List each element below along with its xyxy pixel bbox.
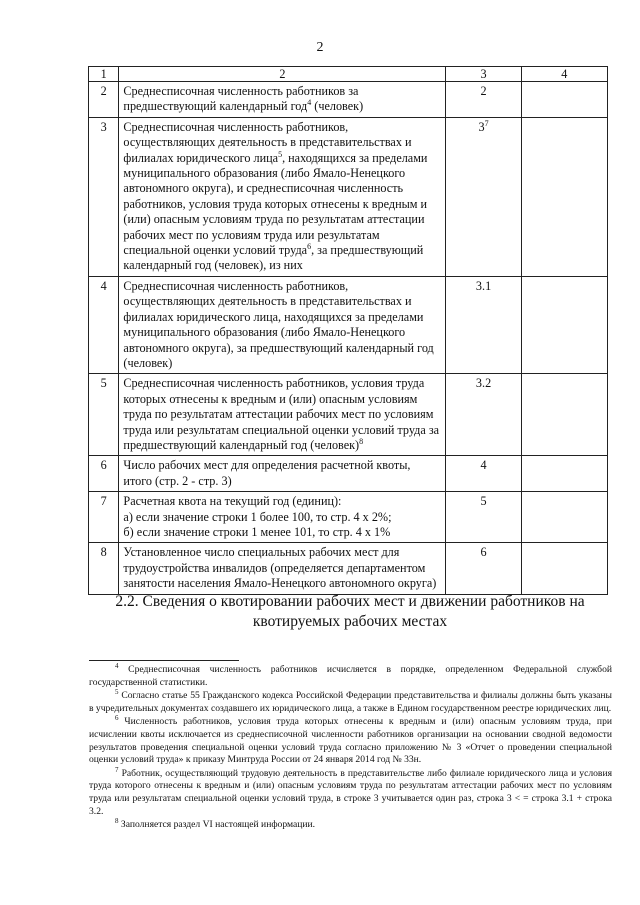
page-number: 2 — [316, 40, 324, 55]
header-cell: 4 — [521, 67, 607, 82]
footnote-ref: 8 — [359, 436, 364, 446]
row-code: 6 — [446, 543, 521, 594]
quota-table — [88, 66, 608, 595]
row-code: $3^7$ — [446, 117, 521, 276]
footnote: $^8$ Заполняется раздел VI настоящей информации. — [115, 816, 316, 831]
quota-line: а) если значение строки 1 более 100, то стр. 4 х 2%; — [123, 509, 392, 524]
header-cell: 3 — [446, 67, 521, 82]
table-row — [89, 456, 608, 492]
row-code: 4 — [446, 456, 521, 492]
row-code: 2 — [446, 82, 521, 118]
value-cell[interactable] — [521, 82, 607, 118]
row-number: 7 — [89, 492, 119, 543]
value-cell[interactable] — [521, 456, 607, 492]
section-title: 2.2. Сведения о квотировании рабочих мест и движении работников на квотируемых рабочих местах — [115, 593, 585, 630]
footnote: $^5$ Согласно статье 55 Гражданского кодекса Российской Федерации представительства и филиалы должны быть указаны в учредительных документах создавшего их юридического лица, а также в Едином государственном реестре юридических лиц. — [89, 688, 612, 714]
row-number: 4 — [89, 276, 119, 373]
row-number: 6 — [89, 456, 119, 492]
footnote-ref: 6 — [307, 242, 312, 251]
footnote-ref: 4 — [307, 98, 312, 108]
table-row — [89, 276, 608, 373]
row-description: Среднесписочная численность работников, осуществляющих деятельность в представительствах и филиалах юридического лица, находящихся за пределами муниципального образования (либо Ямало-Ненецкого автономного округа), за предшествующий календарный год (человек) — [119, 276, 446, 373]
row-number: 3 — [89, 117, 119, 276]
footnotes — [89, 661, 613, 833]
row-number: 2 — [89, 82, 119, 118]
quota-line: Расчетная квота на текущий год (единиц): — [123, 494, 342, 509]
footnote: $^6$ Численность работников, условия труда которых отнесены к вредным и (или) опасным условиям труда, при исчислении квоты исключается из среднесписочной численности работников организации на основании сводной ведомости результатов проведения специальной оценки условий труда согласно приложению № 3 «Отчет о проведении специальной оценки условий труда» к приказу Минтруда России от 24 января 2014 год № 33н. — [89, 714, 612, 766]
table-row — [89, 492, 608, 543]
table-row — [89, 82, 608, 118]
footnote-mark: 6 — [115, 714, 119, 723]
row-description: Среднесписочная численность работников за предшествующий календарный год$^4$ (человек) — [119, 82, 446, 118]
value-cell[interactable] — [521, 543, 607, 594]
footnote-separator — [89, 660, 239, 661]
row-number: 5 — [89, 374, 119, 456]
footnote-mark: 8 — [115, 816, 119, 825]
table-row — [89, 543, 608, 594]
row-number: 8 — [89, 543, 119, 594]
row-description: Среднесписочная численность работников, осуществляющих деятельность в представительствах и филиалах юридического лица$^5$, находящихся за пределами муниципального образования (либо Ямало-Ненецкого автономного округа), и среднесписочная численность работников, условия труда которых отнесены к вредным и (или) опасным условиям труда по результатам аттестации рабочих мест по условиям труда или результатам специальной оценки условий труда$^6$, за предшествующий календарный год (человек), из них — [119, 117, 446, 276]
value-cell[interactable] — [521, 492, 607, 543]
table-row — [89, 374, 608, 456]
table-header-row — [89, 67, 608, 82]
value-cell[interactable] — [521, 276, 607, 373]
quota-line: б) если значение строки 1 менее 101, то стр. 4 х 1% — [123, 524, 391, 539]
value-cell[interactable] — [521, 374, 607, 456]
row-code: 5 — [446, 492, 521, 543]
header-cell: 1 — [89, 67, 119, 82]
row-code: 3.1 — [446, 276, 521, 373]
table-row — [89, 117, 608, 276]
row-code: 3.2 — [446, 374, 521, 456]
footnote: $^7$ Работник, осуществляющий трудовую деятельность в представительстве либо филиале юридического лица и условия труда которого отнесены к вредным и (или) опасным условиям труда по результатам аттестации рабочих мест по условиям труда или результатам специальной оценки условий труда, в строке 3 учитывается один раз, строка 3 < = строка 3.1 + строка 3.2. — [89, 765, 613, 817]
row-description — [119, 492, 446, 543]
row-description: Число рабочих мест для определения расчетной квоты, итого (стр. 2 - стр. 3) — [119, 456, 446, 492]
footnote-mark: 7 — [115, 765, 119, 774]
footnote: $^4$ Среднесписочная численность работников исчисляется в порядке, определенном Федеральной службой государственной статистики. — [89, 661, 612, 688]
footnote-mark: 5 — [115, 688, 119, 696]
value-cell[interactable] — [521, 117, 607, 276]
header-cell: 2 — [119, 67, 446, 82]
row-description: Установленное число специальных рабочих мест для трудоустройства инвалидов (определяется департаментом занятости населения Ямало-Ненецкого автономного округа) — [119, 543, 446, 594]
footnote-ref: 5 — [278, 149, 283, 159]
row-description: Среднесписочная численность работников, условия труда которых отнесены к вредным и (или) опасным условиям труда по результатам аттестации рабочих мест по условиям труда или результатам специальной оценки условий труда за предшествующий календарный год (человек)$^8$ — [119, 374, 446, 456]
footnote-ref: 7 — [484, 118, 489, 128]
footnote-mark: 4 — [115, 661, 119, 670]
